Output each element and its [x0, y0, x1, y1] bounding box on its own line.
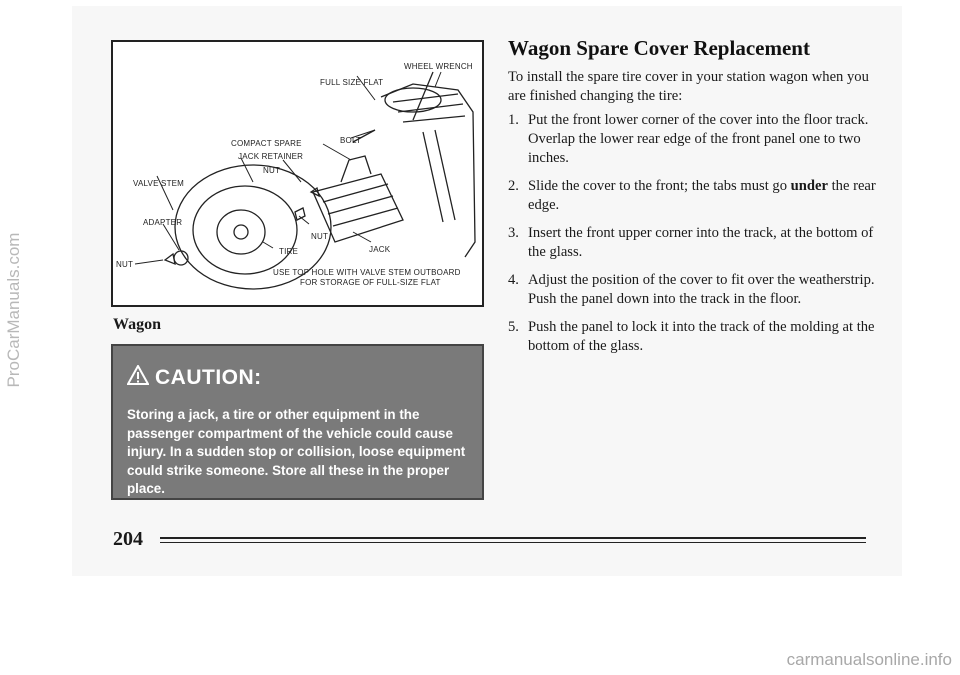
jack-detail — [323, 184, 398, 226]
side-watermark — [2, 232, 26, 388]
step-number: 3. — [508, 225, 519, 241]
section-heading: Wagon Spare Cover Replacement — [508, 36, 810, 60]
step-text: Push the panel to lock it into the track of the molding at the bottom of the glass. — [528, 319, 875, 354]
caution-title: CAUTION: — [155, 366, 262, 389]
figure-note-line-2: FOR STORAGE OF FULL-SIZE FLAT — [300, 278, 441, 287]
step-text-end: the rear edge. — [528, 178, 876, 213]
label-full-size-flat: FULL SIZE FLAT — [320, 78, 384, 87]
label-jack: JACK — [369, 245, 391, 254]
instruction-steps — [508, 111, 880, 365]
label-nut-top: NUT — [263, 166, 281, 175]
vehicle-pillar — [423, 130, 455, 222]
caution-box — [111, 344, 484, 500]
page-number: 204 — [113, 528, 143, 550]
figure-caption: Wagon — [113, 316, 162, 333]
step-item — [508, 224, 880, 262]
step-text: Adjust the position of the cover to fit over the weatherstrip. Push the panel down into the track in the floor. — [528, 272, 875, 307]
step-text: Insert the front upper corner into the track, at the bottom of the glass. — [528, 225, 874, 260]
step-item — [508, 271, 880, 309]
label-bolt: BOLT — [340, 136, 362, 145]
label-valve-stem: VALVE STEM — [133, 179, 185, 188]
label-wheel-wrench: WHEEL WRENCH — [404, 62, 473, 71]
label-nut-left: NUT — [116, 260, 134, 269]
label-jack-retainer: JACK RETAINER — [238, 152, 304, 161]
step-number: 5. — [508, 319, 519, 335]
side-watermark-text: ProCarManuals.com — [4, 232, 23, 388]
figure-note-line-1: USE TOP HOLE WITH VALVE STEM OUTBOARD — [273, 268, 461, 277]
step-item — [508, 177, 880, 215]
wagon-spare-illustration — [111, 40, 484, 307]
label-adapter: ADAPTER — [143, 218, 183, 227]
step-number: 1. — [508, 112, 519, 128]
footer-rule — [160, 537, 866, 539]
illustration-drawing — [113, 42, 482, 305]
footer-watermark: carmanualsonline.info — [786, 650, 952, 669]
hub-center — [234, 225, 248, 239]
label-tire: TIRE — [279, 247, 299, 256]
section-intro: To install the spare tire cover in your station wagon when you are finished changing the tire: — [508, 69, 869, 104]
nut-part — [165, 254, 175, 264]
compact-spare-hub — [217, 210, 265, 254]
caution-text: Storing a jack, a tire or other equipment in the passenger compartment of the vehicle could cause injury. In a sudden stop or collision, loose equipment could strike someone. Store all these in the proper place. — [127, 407, 466, 496]
step-text-emphasis: under — [790, 178, 828, 194]
wheel-wrench-part — [413, 72, 433, 120]
nut-right-part — [295, 208, 305, 220]
compact-spare-rim — [193, 186, 297, 274]
label-compact-spare: COMPACT SPARE — [231, 139, 302, 148]
vehicle-body-ribs — [393, 94, 465, 122]
warning-triangle-icon — [127, 365, 149, 385]
step-number: 4. — [508, 272, 519, 288]
label-nut-right: NUT — [311, 232, 329, 241]
step-text: Slide the cover to the front; the tabs must go — [528, 178, 791, 194]
step-item — [508, 318, 880, 356]
step-number: 2. — [508, 178, 519, 194]
footer-rule-thin — [160, 542, 866, 543]
step-text: Put the front lower corner of the cover into the floor track. Overlap the lower rear edge of the front panel one to two inches. — [528, 112, 869, 166]
step-item — [508, 111, 880, 168]
